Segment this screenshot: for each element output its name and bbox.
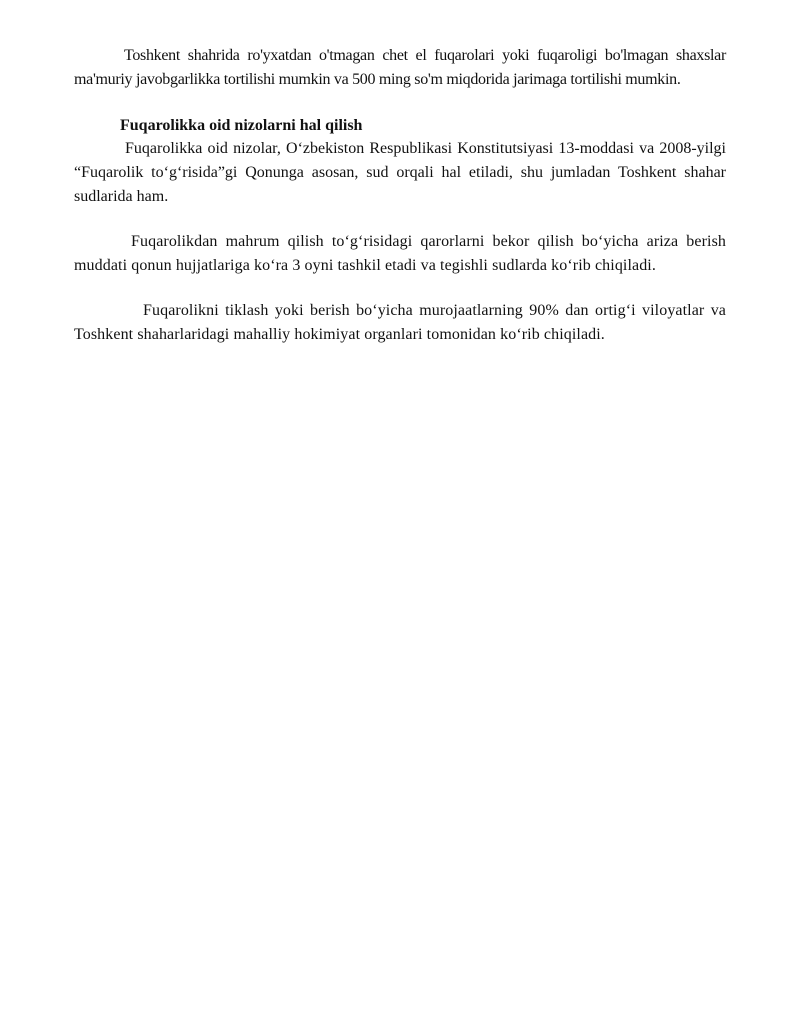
paragraph-deprivation-appeal: Fuqarolikdan mahrum qilish to‘g‘risidagi qarorlarni bekor qilish bo‘yicha ariza berish muddati qonun hujjatlariga ko‘ra 3 oyni tashkil etadi va tegishli sudlarda ko‘rib chiqiladi.: [74, 233, 726, 274]
paragraph-citizenship-disputes: Fuqarolikka oid nizolar, O‘zbekiston Respublikasi Konstitutsiyasi 13-moddasi va 2008-yilgi “Fuqarolik to‘g‘risida”gi Qonunga asosan, sud orqali hal etiladi, shu jumladan Toshkent shahar sudlarida ham.: [74, 140, 726, 205]
section-heading: Fuqarolikka oid nizolarni hal qilish: [120, 117, 363, 134]
paragraph-restoration-requests: Fuqarolikni tiklash yoki berish bo‘yicha murojaatlarning 90% dan ortig‘i viloyatlar va Toshkent shaharlaridagi mahalliy hokimiyat organlari tomonidan ko‘rib chiqiladi.: [74, 302, 726, 343]
paragraph-registration-penalty: Toshkent shahrida ro'yxatdan o'tmagan chet el fuqarolari yoki fuqaroligi bo'lmagan shaxslar ma'muriy javobgarlikka tortilishi mumkin va 500 ming so'm miqdorida jarimaga tortilishi mumkin.: [74, 47, 726, 88]
document-body: [74, 44, 726, 347]
